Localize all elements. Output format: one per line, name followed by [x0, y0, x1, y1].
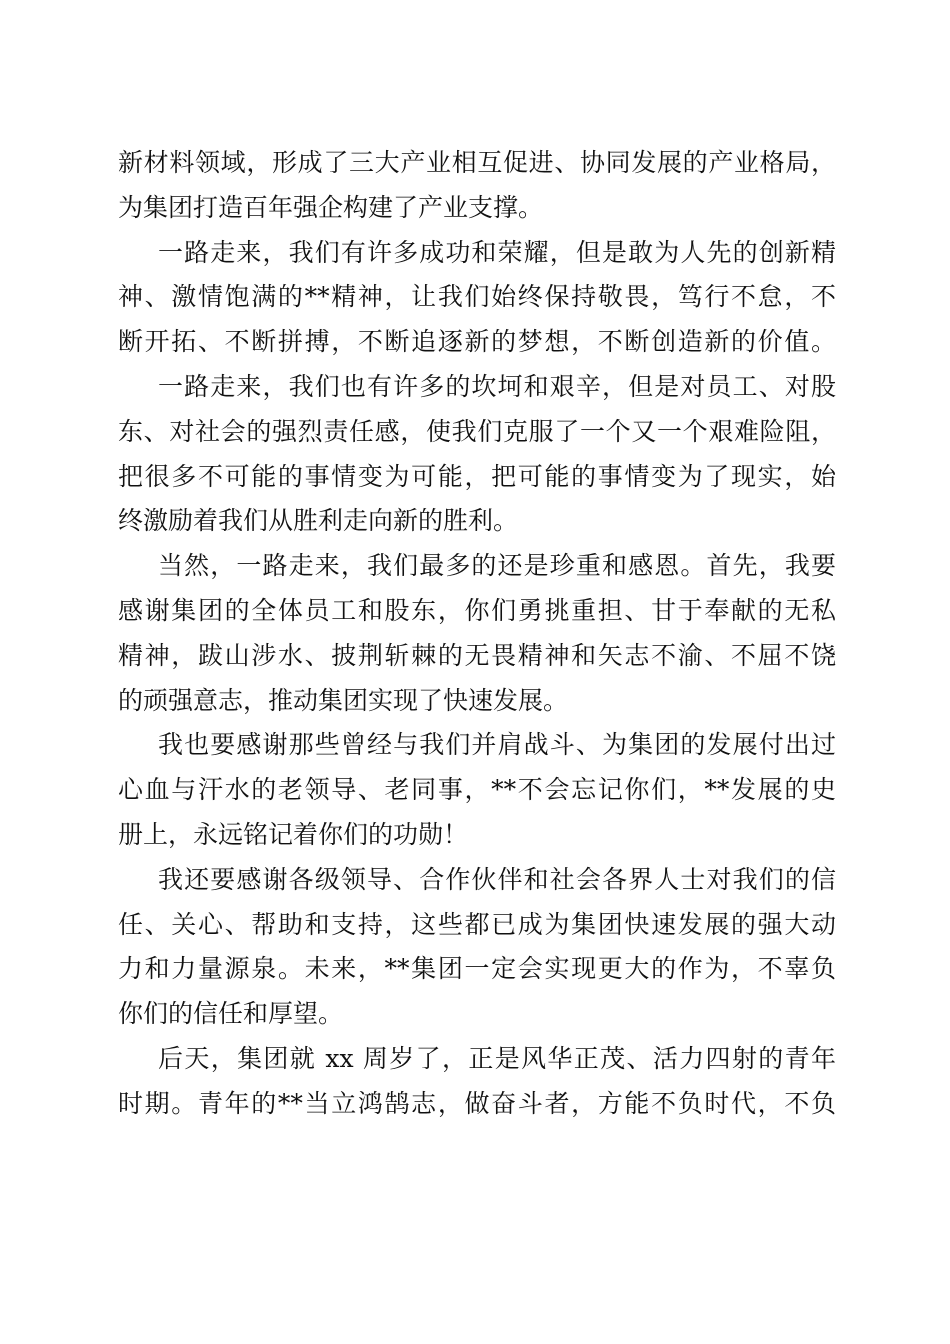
paragraph-start-line: 一路走来，我们有许多成功和荣耀，但是敢为人先的创新精	[158, 237, 836, 267]
text-line: 的顽强意志，推动集团实现了快速发展。	[118, 685, 569, 715]
text-line: 时期。青年的**当立鸿鹄志，做奋斗者，方能不负时代，不负	[118, 1088, 836, 1118]
paragraph-start-line: 我还要感谢各级领导、合作伙伴和社会各界人士对我们的信	[158, 864, 836, 894]
text-line: 你们的信任和厚望。	[118, 999, 344, 1029]
paragraph-start-line: 一路走来，我们也有许多的坎坷和艰辛，但是对员工、对股	[158, 371, 836, 401]
text-line: 册上，永远铭记着你们的功勋！	[118, 819, 469, 849]
text-line: 终激励着我们从胜利走向新的胜利。	[118, 506, 519, 536]
text-line: 任、关心、帮助和支持，这些都已成为集团快速发展的强大动	[118, 909, 836, 939]
paragraph-start-line: 我也要感谢那些曾经与我们并肩战斗、为集团的发展付出过	[158, 730, 836, 760]
paragraph-start-line: 后天，集团就 xx 周岁了，正是风华正茂、活力四射的青年	[158, 1043, 836, 1073]
text-line: 断开拓、不断拼搏，不断追逐新的梦想，不断创造新的价值。	[118, 327, 836, 357]
text-line: 心血与汗水的老领导、老同事，**不会忘记你们，**发展的史	[118, 775, 836, 805]
text-line: 神、激情饱满的**精神，让我们始终保持敬畏，笃行不怠，不	[118, 282, 836, 312]
paragraph-start-line: 当然，一路走来，我们最多的还是珍重和感恩。首先，我要	[158, 551, 836, 581]
text-line: 东、对社会的强烈责任感，使我们克服了一个又一个艰难险阻，	[118, 416, 836, 446]
text-line: 新材料领域，形成了三大产业相互促进、协同发展的产业格局，	[118, 148, 836, 177]
text-line: 感谢集团的全体员工和股东，你们勇挑重担、甘于奉献的无私	[118, 595, 836, 625]
document-body	[118, 141, 836, 1127]
text-line: 力和力量源泉。未来，**集团一定会实现更大的作为，不辜负	[118, 954, 836, 984]
text-line: 把很多不可能的事情变为可能，把可能的事情变为了现实，始	[118, 461, 836, 491]
text-line: 精神，跋山涉水、披荆斩棘的无畏精神和矢志不渝、不屈不饶	[118, 640, 836, 670]
text-line: 为集团打造百年强企构建了产业支撑。	[118, 192, 544, 222]
